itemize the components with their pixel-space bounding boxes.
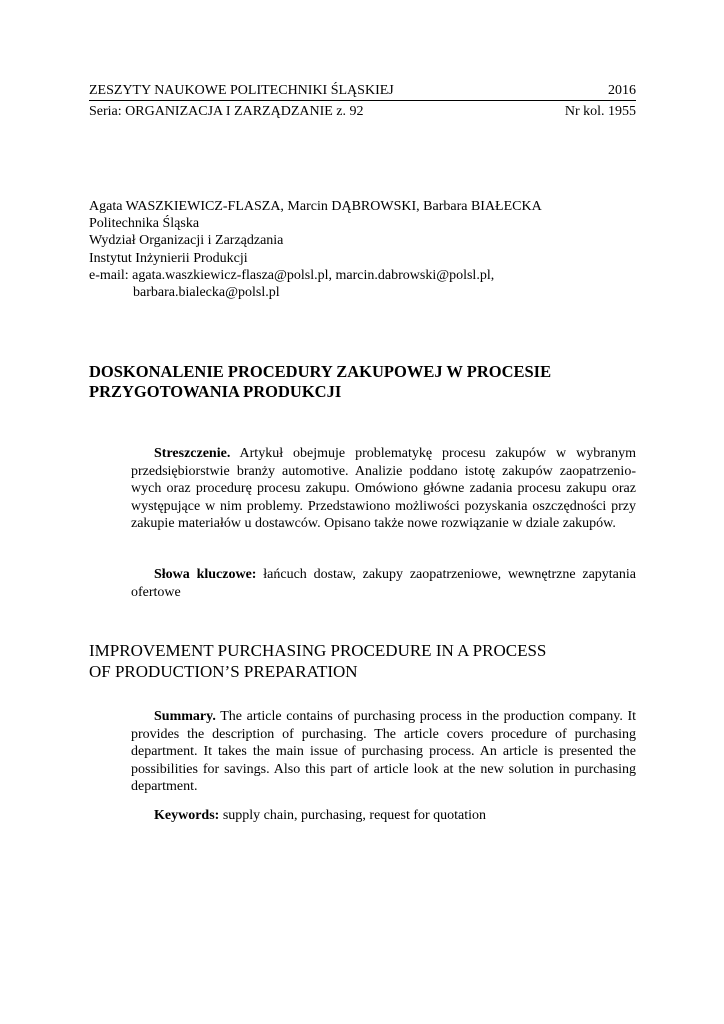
- keywords-polish: [131, 566, 636, 601]
- keywords-en-text: supply chain, purchasing, request for quotation: [222, 808, 487, 823]
- series-line: [89, 103, 636, 120]
- header-rule: [89, 100, 636, 101]
- title-en-line1: IMPROVEMENT PURCHASING PROCEDURE IN A PROCESS: [89, 641, 547, 660]
- title-pl-line2: PRZYGOTOWANIA PRODUKCJI: [89, 381, 342, 401]
- abstract-polish: [131, 445, 636, 533]
- journal-year: 2016: [608, 83, 636, 98]
- series-name: Seria: ORGANIZACJA I ZARZĄDZANIE z. 92: [89, 104, 364, 119]
- issue-number: Nr kol. 1955: [564, 104, 636, 119]
- keywords-pl-label: Słowa kluczowe:: [154, 567, 257, 582]
- running-header: [89, 82, 636, 99]
- author-faculty: Wydział Organizacji i Zarządzania: [89, 233, 284, 249]
- keywords-pl-text: łańcuch dostaw, zakupy zaopatrzeniowe, wewnętrzne zapytania ofertowe: [131, 567, 636, 600]
- abstract-en-text: The article contains of purchasing process in the production company. It provides the description of purchasing. The article covers procedure of purchasing department. It takes the main issue of purchasing process. An article is presented the possibilities for savings. Also this part of article look at the new solution in purchasing department.: [131, 709, 637, 795]
- abstract-pl-text: Artykuł obejmuje problematykę procesu zakupów w wybranym przedsiębiorstwie branży automotive. Analizie poddano istotę zakupów zaopatrzeniowych oraz procedurę procesu zakupu. Omówiono główne zadania procesu zakupu oraz występujące w nim problemy. Przedstawiono możliwości pozyskania oszczędności przy zakupie materiałów u dostawców. Opisano także nowe rozwiązanie w dziale zakupów.: [131, 446, 637, 532]
- author-emails-continued: barbara.bialecka@polsl.pl: [133, 285, 280, 301]
- title-pl-line1: DOSKONALENIE PROCEDURY ZAKUPOWEJ W PROCESIE: [89, 362, 552, 381]
- author-university: Politechnika Śląska: [89, 216, 200, 232]
- author-block: [89, 198, 542, 301]
- author-names: Agata WASZKIEWICZ-FLASZA, Marcin DĄBROWSKI, Barbara BIAŁECKA: [89, 199, 542, 214]
- title-en-line2: OF PRODUCTION’S PREPARATION: [89, 662, 358, 681]
- journal-name: ZESZYTY NAUKOWE POLITECHNIKI ŚLĄSKIEJ: [89, 83, 394, 98]
- keywords-en-label: Keywords:: [154, 808, 220, 823]
- keywords-english: [131, 807, 636, 825]
- abstract-english: [131, 708, 636, 796]
- abstract-pl-label: Streszczenie.: [154, 446, 231, 461]
- author-institute: Instytut Inżynierii Produkcji: [89, 250, 248, 266]
- abstract-en-label: Summary.: [154, 709, 216, 724]
- paper-title-english: [89, 640, 546, 682]
- author-emails: e-mail: agata.waszkiewicz-flasza@polsl.pl, marcin.dabrowski@polsl.pl,: [89, 267, 495, 283]
- paper-title-polish: [89, 362, 649, 401]
